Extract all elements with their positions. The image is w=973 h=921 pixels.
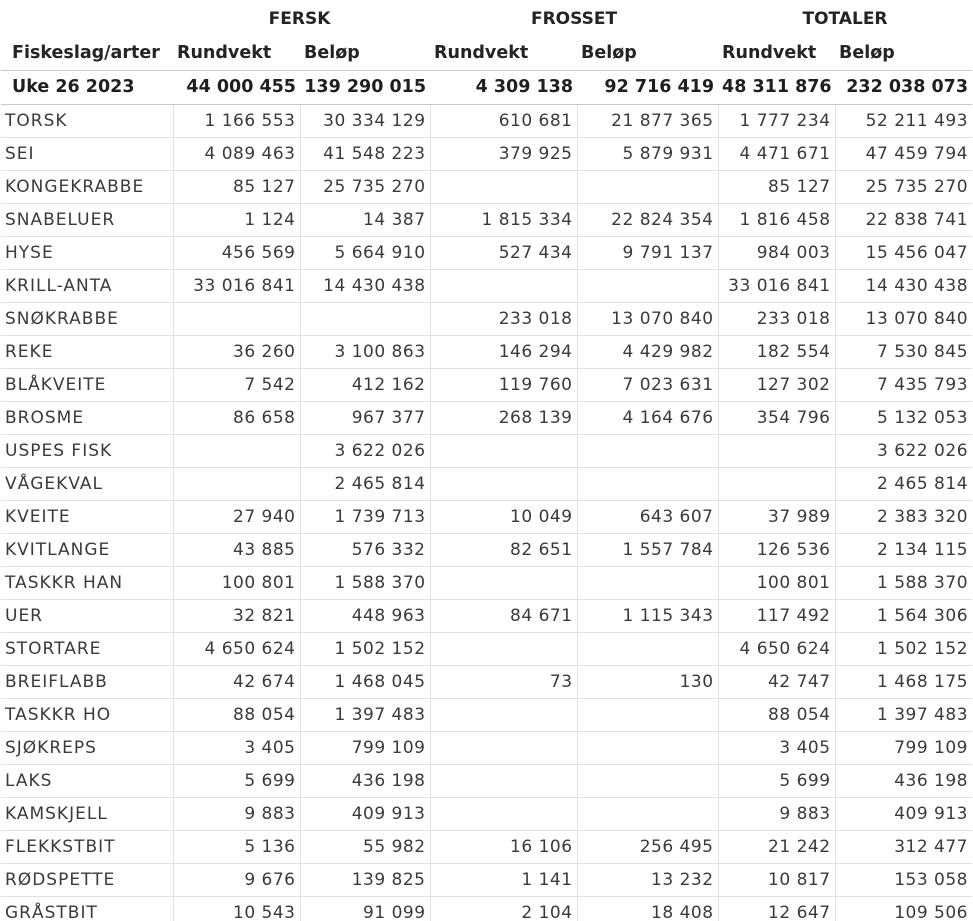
table-row[interactable]	[1, 732, 972, 765]
column-header-frosset-belop[interactable]: Beløp	[577, 38, 718, 71]
totaler-rundvekt-cell: 33 016 841	[718, 270, 835, 303]
fersk-rundvekt-cell: 4 650 624	[173, 633, 300, 666]
group-header-empty	[1, 0, 173, 38]
frosset-belop-cell	[577, 765, 718, 798]
fersk-belop-cell: 412 162	[300, 369, 430, 402]
species-name-cell: BLÅKVEITE	[1, 369, 173, 402]
frosset-rundvekt-cell: 268 139	[430, 402, 577, 435]
totaler-rundvekt-cell: 127 302	[718, 369, 835, 402]
frosset-belop-cell: 21 877 365	[577, 105, 718, 138]
frosset-rundvekt-cell	[430, 732, 577, 765]
fersk-rundvekt-cell: 27 940	[173, 501, 300, 534]
fersk-belop-cell: 91 099	[300, 897, 430, 921]
total-row[interactable]	[1, 71, 972, 105]
totaler-rundvekt-cell: 21 242	[718, 831, 835, 864]
species-name-cell: KRILL-ANTA	[1, 270, 173, 303]
group-header-row	[1, 0, 972, 38]
frosset-rundvekt-cell	[430, 567, 577, 600]
fersk-belop-cell: 41 548 223	[300, 138, 430, 171]
fersk-rundvekt-cell: 33 016 841	[173, 270, 300, 303]
species-name-cell: SJØKREPS	[1, 732, 173, 765]
fersk-rundvekt-cell: 10 543	[173, 897, 300, 921]
group-header-totaler[interactable]: TOTALER	[718, 0, 972, 38]
totaler-belop-cell: 799 109	[835, 732, 972, 765]
fersk-belop-cell: 5 664 910	[300, 237, 430, 270]
totaler-rundvekt-cell: 5 699	[718, 765, 835, 798]
species-name-cell: BREIFLABB	[1, 666, 173, 699]
totaler-belop-cell: 7 530 845	[835, 336, 972, 369]
frosset-belop-cell	[577, 171, 718, 204]
species-name-cell: TASKKR HAN	[1, 567, 173, 600]
frosset-belop-cell: 1 115 343	[577, 600, 718, 633]
species-name-cell: KVITLANGE	[1, 534, 173, 567]
fersk-rundvekt-cell: 5 136	[173, 831, 300, 864]
table-row[interactable]	[1, 105, 972, 138]
totaler-belop-cell: 2 383 320	[835, 501, 972, 534]
fersk-rundvekt-cell	[173, 435, 300, 468]
totaler-rundvekt-cell	[718, 435, 835, 468]
fersk-belop-cell: 436 198	[300, 765, 430, 798]
species-name-cell: KVEITE	[1, 501, 173, 534]
totaler-rundvekt-cell: 3 405	[718, 732, 835, 765]
totaler-rundvekt-cell: 233 018	[718, 303, 835, 336]
frosset-rundvekt-cell	[430, 468, 577, 501]
total-frosset-belop: 92 716 419	[577, 71, 718, 105]
totaler-rundvekt-cell: 100 801	[718, 567, 835, 600]
fersk-rundvekt-cell: 100 801	[173, 567, 300, 600]
table-row[interactable]	[1, 237, 972, 270]
frosset-rundvekt-cell: 233 018	[430, 303, 577, 336]
totaler-belop-cell: 1 468 175	[835, 666, 972, 699]
totaler-belop-cell: 22 838 741	[835, 204, 972, 237]
frosset-belop-cell	[577, 699, 718, 732]
frosset-belop-cell	[577, 468, 718, 501]
frosset-belop-cell: 1 557 784	[577, 534, 718, 567]
fersk-rundvekt-cell: 9 676	[173, 864, 300, 897]
table-row[interactable]	[1, 534, 972, 567]
table-row[interactable]	[1, 171, 972, 204]
totaler-belop-cell: 3 622 026	[835, 435, 972, 468]
column-header-fersk-belop[interactable]: Beløp	[300, 38, 430, 71]
totaler-rundvekt-cell: 42 747	[718, 666, 835, 699]
fersk-rundvekt-cell: 43 885	[173, 534, 300, 567]
fersk-belop-cell: 967 377	[300, 402, 430, 435]
species-name-cell: FLEKKSTBIT	[1, 831, 173, 864]
frosset-rundvekt-cell	[430, 699, 577, 732]
fersk-belop-cell: 409 913	[300, 798, 430, 831]
fersk-belop-cell: 799 109	[300, 732, 430, 765]
fersk-rundvekt-cell: 1 166 553	[173, 105, 300, 138]
totaler-rundvekt-cell: 10 817	[718, 864, 835, 897]
totaler-belop-cell: 2 465 814	[835, 468, 972, 501]
fersk-rundvekt-cell: 42 674	[173, 666, 300, 699]
table-row[interactable]	[1, 831, 972, 864]
frosset-rundvekt-cell: 146 294	[430, 336, 577, 369]
totaler-belop-cell: 109 506	[835, 897, 972, 921]
totaler-belop-cell: 14 430 438	[835, 270, 972, 303]
frosset-belop-cell: 18 408	[577, 897, 718, 921]
fersk-belop-cell	[300, 303, 430, 336]
frosset-belop-cell: 643 607	[577, 501, 718, 534]
species-name-cell: BROSME	[1, 402, 173, 435]
frosset-belop-cell	[577, 567, 718, 600]
fersk-rundvekt-cell: 86 658	[173, 402, 300, 435]
frosset-rundvekt-cell: 73	[430, 666, 577, 699]
totaler-belop-cell: 47 459 794	[835, 138, 972, 171]
totaler-rundvekt-cell: 117 492	[718, 600, 835, 633]
fersk-belop-cell: 1 502 152	[300, 633, 430, 666]
table-row[interactable]	[1, 699, 972, 732]
totaler-rundvekt-cell: 354 796	[718, 402, 835, 435]
frosset-belop-cell: 4 429 982	[577, 336, 718, 369]
fersk-rundvekt-cell	[173, 468, 300, 501]
totaler-belop-cell: 7 435 793	[835, 369, 972, 402]
table-row[interactable]	[1, 138, 972, 171]
fersk-rundvekt-cell: 88 054	[173, 699, 300, 732]
table-row[interactable]	[1, 270, 972, 303]
fersk-belop-cell: 448 963	[300, 600, 430, 633]
frosset-rundvekt-cell: 84 671	[430, 600, 577, 633]
frosset-rundvekt-cell: 10 049	[430, 501, 577, 534]
total-totaler-belop: 232 038 073	[835, 71, 972, 105]
fersk-rundvekt-cell: 85 127	[173, 171, 300, 204]
frosset-belop-cell	[577, 633, 718, 666]
totaler-rundvekt-cell: 9 883	[718, 798, 835, 831]
frosset-rundvekt-cell: 119 760	[430, 369, 577, 402]
totaler-rundvekt-cell: 984 003	[718, 237, 835, 270]
totaler-belop-cell: 13 070 840	[835, 303, 972, 336]
frosset-rundvekt-cell	[430, 798, 577, 831]
frosset-rundvekt-cell	[430, 435, 577, 468]
frosset-belop-cell: 130	[577, 666, 718, 699]
frosset-belop-cell: 22 824 354	[577, 204, 718, 237]
totaler-belop-cell: 1 564 306	[835, 600, 972, 633]
totaler-belop-cell: 15 456 047	[835, 237, 972, 270]
totaler-belop-cell: 312 477	[835, 831, 972, 864]
frosset-belop-cell: 7 023 631	[577, 369, 718, 402]
frosset-belop-cell: 5 879 931	[577, 138, 718, 171]
column-header-fersk-rundvekt[interactable]: Rundvekt	[173, 38, 300, 71]
fersk-belop-cell: 576 332	[300, 534, 430, 567]
fish-catch-table	[1, 0, 972, 921]
table-row[interactable]	[1, 897, 972, 921]
totaler-rundvekt-cell: 4 471 671	[718, 138, 835, 171]
species-name-cell: RØDSPETTE	[1, 864, 173, 897]
table-row[interactable]	[1, 369, 972, 402]
totaler-belop-cell: 153 058	[835, 864, 972, 897]
fersk-rundvekt-cell: 7 542	[173, 369, 300, 402]
frosset-rundvekt-cell: 2 104	[430, 897, 577, 921]
totaler-belop-cell: 52 211 493	[835, 105, 972, 138]
totaler-rundvekt-cell: 126 536	[718, 534, 835, 567]
frosset-rundvekt-cell	[430, 270, 577, 303]
species-name-cell: TORSK	[1, 105, 173, 138]
frosset-belop-cell: 4 164 676	[577, 402, 718, 435]
fersk-belop-cell: 3 100 863	[300, 336, 430, 369]
frosset-rundvekt-cell: 527 434	[430, 237, 577, 270]
fersk-belop-cell: 14 430 438	[300, 270, 430, 303]
frosset-rundvekt-cell: 16 106	[430, 831, 577, 864]
fersk-belop-cell: 1 397 483	[300, 699, 430, 732]
column-header-totaler-rundvekt[interactable]: Rundvekt	[718, 38, 835, 71]
totaler-rundvekt-cell: 88 054	[718, 699, 835, 732]
fersk-belop-cell: 30 334 129	[300, 105, 430, 138]
frosset-belop-cell: 9 791 137	[577, 237, 718, 270]
frosset-belop-cell: 13 070 840	[577, 303, 718, 336]
group-header-fersk[interactable]: FERSK	[173, 0, 430, 38]
totaler-rundvekt-cell: 4 650 624	[718, 633, 835, 666]
frosset-rundvekt-cell: 82 651	[430, 534, 577, 567]
column-header-row	[1, 38, 972, 71]
table-row[interactable]	[1, 864, 972, 897]
totaler-rundvekt-cell: 1 816 458	[718, 204, 835, 237]
species-name-cell: UER	[1, 600, 173, 633]
table-row[interactable]	[1, 204, 972, 237]
totaler-belop-cell: 1 397 483	[835, 699, 972, 732]
frosset-rundvekt-cell	[430, 765, 577, 798]
fersk-belop-cell: 1 468 045	[300, 666, 430, 699]
totaler-belop-cell: 2 134 115	[835, 534, 972, 567]
fersk-rundvekt-cell: 36 260	[173, 336, 300, 369]
totaler-belop-cell: 5 132 053	[835, 402, 972, 435]
table-row[interactable]	[1, 501, 972, 534]
totaler-rundvekt-cell: 182 554	[718, 336, 835, 369]
total-fersk-belop: 139 290 015	[300, 71, 430, 105]
group-header-frosset[interactable]: FROSSET	[430, 0, 718, 38]
frosset-belop-cell: 13 232	[577, 864, 718, 897]
totaler-rundvekt-cell: 1 777 234	[718, 105, 835, 138]
table-row[interactable]	[1, 303, 972, 336]
table-row[interactable]	[1, 633, 972, 666]
totaler-rundvekt-cell: 85 127	[718, 171, 835, 204]
fersk-rundvekt-cell: 1 124	[173, 204, 300, 237]
species-name-cell: HYSE	[1, 237, 173, 270]
fersk-rundvekt-cell: 4 089 463	[173, 138, 300, 171]
species-name-cell: LAKS	[1, 765, 173, 798]
table-row[interactable]	[1, 402, 972, 435]
totaler-belop-cell: 1 502 152	[835, 633, 972, 666]
fersk-rundvekt-cell: 32 821	[173, 600, 300, 633]
fersk-belop-cell: 25 735 270	[300, 171, 430, 204]
fersk-belop-cell: 55 982	[300, 831, 430, 864]
totaler-rundvekt-cell	[718, 468, 835, 501]
species-name-cell: GRÅSTBIT	[1, 897, 173, 921]
table-row[interactable]	[1, 468, 972, 501]
fersk-rundvekt-cell: 3 405	[173, 732, 300, 765]
column-header-species[interactable]: Fiskeslag/arter	[1, 38, 173, 71]
frosset-rundvekt-cell: 1 141	[430, 864, 577, 897]
fersk-belop-cell: 3 622 026	[300, 435, 430, 468]
frosset-belop-cell	[577, 798, 718, 831]
fersk-rundvekt-cell	[173, 303, 300, 336]
totaler-rundvekt-cell: 12 647	[718, 897, 835, 921]
species-name-cell: REKE	[1, 336, 173, 369]
fersk-belop-cell: 14 387	[300, 204, 430, 237]
table-row[interactable]	[1, 435, 972, 468]
species-name-cell: USPES FISK	[1, 435, 173, 468]
frosset-rundvekt-cell	[430, 633, 577, 666]
totaler-rundvekt-cell: 37 989	[718, 501, 835, 534]
frosset-belop-cell	[577, 270, 718, 303]
total-label: Uke 26 2023	[1, 71, 173, 105]
species-name-cell: VÅGEKVAL	[1, 468, 173, 501]
frosset-rundvekt-cell: 379 925	[430, 138, 577, 171]
frosset-belop-cell: 256 495	[577, 831, 718, 864]
fersk-rundvekt-cell: 9 883	[173, 798, 300, 831]
totaler-belop-cell: 436 198	[835, 765, 972, 798]
frosset-rundvekt-cell: 610 681	[430, 105, 577, 138]
table-row[interactable]	[1, 765, 972, 798]
table-row[interactable]	[1, 798, 972, 831]
table-row[interactable]	[1, 567, 972, 600]
species-name-cell: KONGEKRABBE	[1, 171, 173, 204]
frosset-rundvekt-cell	[430, 171, 577, 204]
table-row[interactable]	[1, 600, 972, 633]
fersk-belop-cell: 1 739 713	[300, 501, 430, 534]
species-name-cell: KAMSKJELL	[1, 798, 173, 831]
fersk-belop-cell: 2 465 814	[300, 468, 430, 501]
column-header-frosset-rundvekt[interactable]: Rundvekt	[430, 38, 577, 71]
frosset-belop-cell	[577, 732, 718, 765]
table-row[interactable]	[1, 336, 972, 369]
species-name-cell: SEI	[1, 138, 173, 171]
totaler-belop-cell: 409 913	[835, 798, 972, 831]
total-totaler-rundvekt: 48 311 876	[718, 71, 835, 105]
table-row[interactable]	[1, 666, 972, 699]
species-name-cell: STORTARE	[1, 633, 173, 666]
species-name-cell: SNABELUER	[1, 204, 173, 237]
totaler-belop-cell: 1 588 370	[835, 567, 972, 600]
fersk-rundvekt-cell: 456 569	[173, 237, 300, 270]
total-frosset-rundvekt: 4 309 138	[430, 71, 577, 105]
species-name-cell: TASKKR HO	[1, 699, 173, 732]
fersk-belop-cell: 139 825	[300, 864, 430, 897]
frosset-rundvekt-cell: 1 815 334	[430, 204, 577, 237]
total-fersk-rundvekt: 44 000 455	[173, 71, 300, 105]
fersk-belop-cell: 1 588 370	[300, 567, 430, 600]
frosset-belop-cell	[577, 435, 718, 468]
fersk-rundvekt-cell: 5 699	[173, 765, 300, 798]
column-header-totaler-belop[interactable]: Beløp	[835, 38, 972, 71]
species-name-cell: SNØKRABBE	[1, 303, 173, 336]
totaler-belop-cell: 25 735 270	[835, 171, 972, 204]
